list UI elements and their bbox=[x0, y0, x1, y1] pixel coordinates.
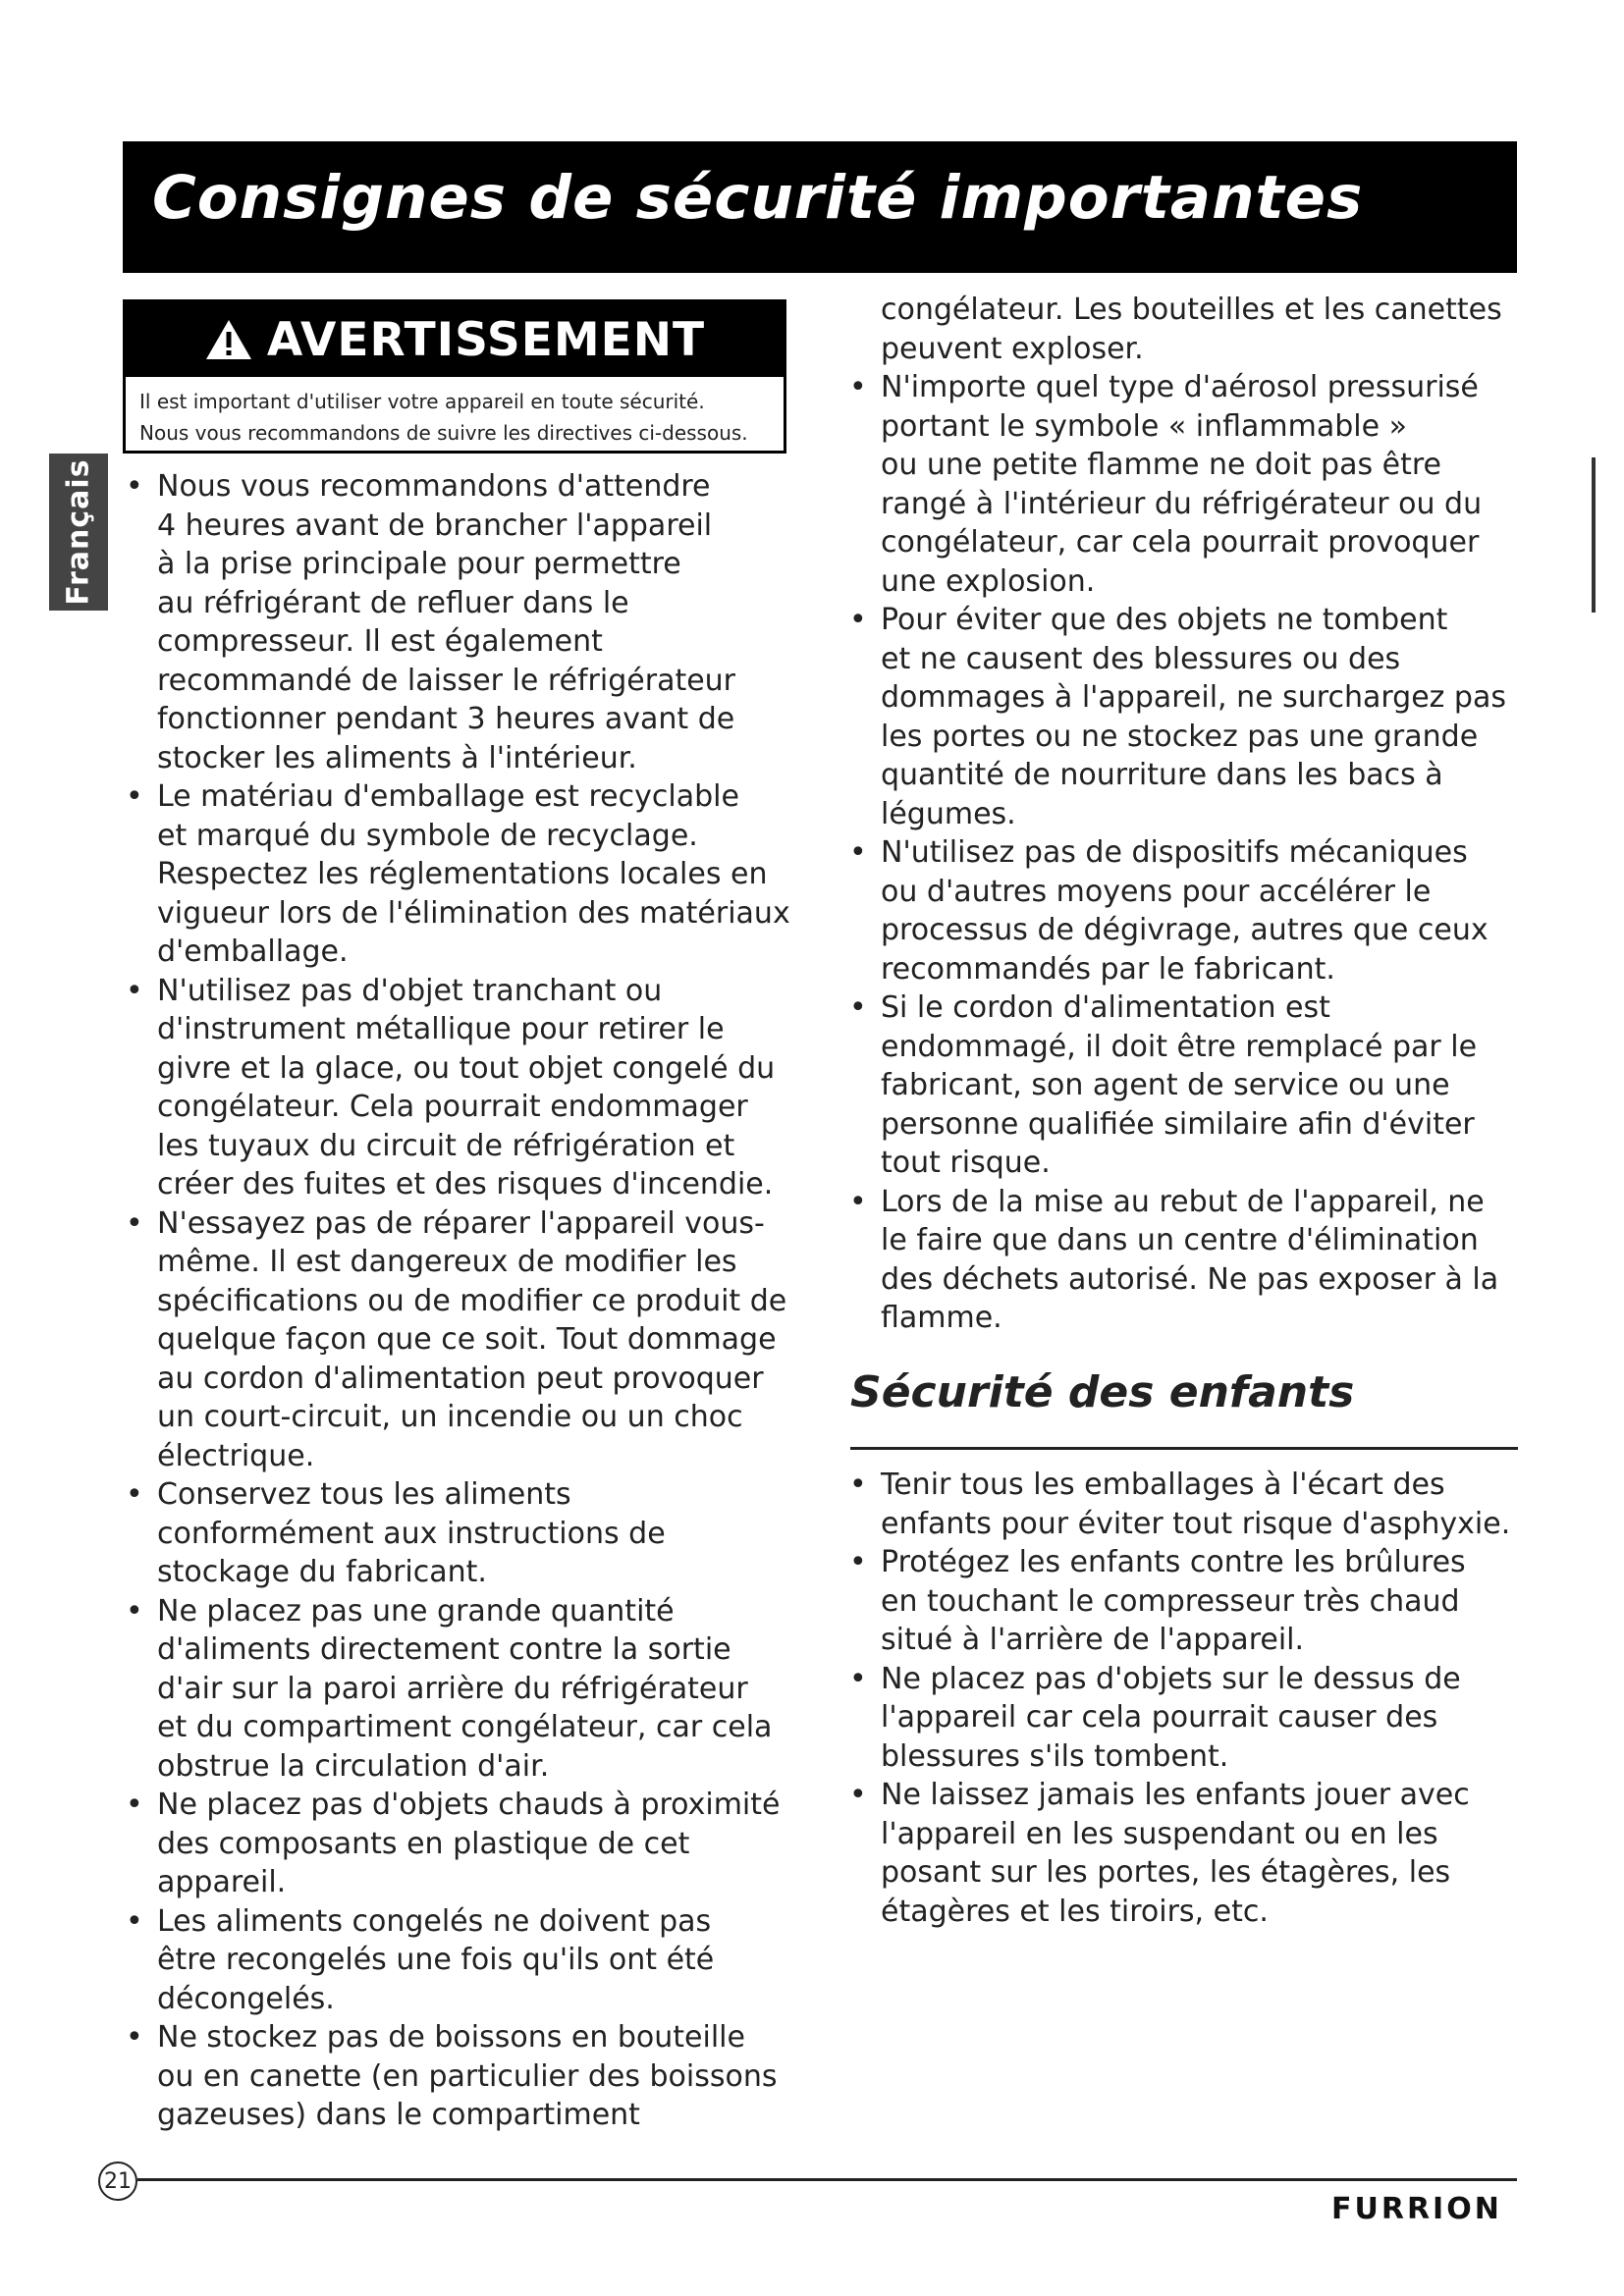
list-item: • Lors de la mise au rebut de l'appareil, ne le faire que dans un centre d'élimination des déchets autorisé. Ne pas exposer à la flamme. bbox=[881, 1183, 1519, 1338]
language-tab bbox=[49, 454, 108, 611]
brand-logo: FURRION bbox=[1331, 2192, 1502, 2226]
list-item: • Ne laissez jamais les enfants jouer avec l'appareil en les suspendant ou en les posant sur les portes, les étagères, les étagères et les tiroirs, etc. bbox=[881, 1776, 1519, 1931]
page-number: 21 bbox=[98, 2162, 137, 2201]
child-safety-list bbox=[881, 1466, 1519, 1931]
warning-header bbox=[126, 302, 784, 377]
list-item: • Le matériau d'emballage est recyclable et marqué du symbole de recyclage. Respectez les réglementations locales en vigueur lors de l'élimination des matériaux d'emballage. bbox=[157, 777, 805, 972]
list-item: • Pour éviter que des objets ne tombent et ne causent des blessures ou des dommages à l'appareil, ne surchargez pas les portes ou ne stockez pas une grande quantité de nourriture dans les bacs à légumes. bbox=[881, 601, 1519, 833]
list-item: • Ne placez pas une grande quantité d'aliments directement contre la sortie d'air sur la paroi arrière du réfrigérateur et du compartiment congélateur, car cela obstrue la circulation d'air. bbox=[157, 1592, 805, 1787]
page-title: Consignes de sécurité importantes bbox=[152, 163, 1364, 233]
language-tab-label: Français bbox=[61, 458, 96, 606]
list-item: • Ne placez pas d'objets chauds à proximité des composants en plastique de cet appareil. bbox=[157, 1786, 805, 1902]
warning-text bbox=[126, 377, 784, 449]
warning-line-1: Il est important d'utiliser votre appareil en toute sécurité. bbox=[139, 390, 705, 413]
warning-box bbox=[123, 299, 786, 454]
list-item: • N'importe quel type d'aérosol pressurisé portant le symbole « inflammable » ou une petite flamme ne doit pas être rangé à l'intérieur du réfrigérateur ou du congélateur, car cela pourrait provoquer une explosion. bbox=[881, 368, 1519, 601]
left-safety-list bbox=[157, 467, 805, 2135]
child-safety-title: Sécurité des enfants bbox=[850, 1367, 1355, 1417]
warning-triangle-icon bbox=[204, 318, 253, 361]
list-item: • Ne placez pas d'objets sur le dessus de l'appareil car cela pourrait causer des blessures s'ils tombent. bbox=[881, 1660, 1519, 1777]
list-item: • Nous vous recommandons d'attendre 4 heures avant de brancher l'appareil à la prise principale pour permettre au réfrigérant de refluer dans le compresseur. Il est également recommandé de laisser le réfrigérateur fonctionner pendant 3 heures avant de stocker les aliments à l'intérieur. bbox=[157, 467, 805, 777]
warning-title: AVERTISSEMENT bbox=[266, 312, 706, 367]
warning-line-2: Nous vous recommandons de suivre les directives ci-dessous. bbox=[139, 421, 748, 445]
section-divider bbox=[850, 1447, 1518, 1450]
list-item: • Conservez tous les aliments conformément aux instructions de stockage du fabricant. bbox=[157, 1475, 805, 1592]
footer-rule bbox=[137, 2178, 1517, 2181]
margin-rule bbox=[1592, 457, 1596, 613]
list-item: • Protégez les enfants contre les brûlures en touchant le compresseur très chaud situé à l'arrière de l'appareil. bbox=[881, 1543, 1519, 1660]
list-item: • Les aliments congelés ne doivent pas être recongelés une fois qu'ils ont été décongelés. bbox=[157, 1902, 805, 2019]
header-bar bbox=[123, 141, 1517, 273]
list-item: • N'utilisez pas de dispositifs mécaniques ou d'autres moyens pour accélérer le processus de dégivrage, autres que ceux recommandés par le fabricant. bbox=[881, 833, 1519, 988]
list-item: • N'utilisez pas d'objet tranchant ou d'instrument métallique pour retirer le givre et la glace, ou tout objet congelé du congélateur. Cela pourrait endommager les tuyaux du circuit de réfrigération et créer des fuites et des risques d'incendie. bbox=[157, 972, 805, 1204]
list-item: • Tenir tous les emballages à l'écart des enfants pour éviter tout risque d'asphyxie. bbox=[881, 1466, 1519, 1543]
list-item: • N'essayez pas de réparer l'appareil vous- même. Il est dangereux de modifier les spécifications ou de modifier ce produit de quelque façon que ce soit. Tout dommage au cordon d'alimentation peut provoquer un court-circuit, un incendie ou un choc électrique. bbox=[157, 1204, 805, 1476]
list-item-continuation: congélateur. Les bouteilles et les canettes peuvent exploser. bbox=[881, 293, 1502, 366]
right-safety-list bbox=[881, 291, 1519, 1338]
list-item: • Ne stockez pas de boissons en bouteille ou en canette (en particulier des boissons gazeuses) dans le compartiment bbox=[157, 2018, 805, 2135]
list-item: • Si le cordon d'alimentation est endommagé, il doit être remplacé par le fabricant, son agent de service ou une personne qualifiée similaire afin d'éviter tout risque. bbox=[881, 988, 1519, 1183]
